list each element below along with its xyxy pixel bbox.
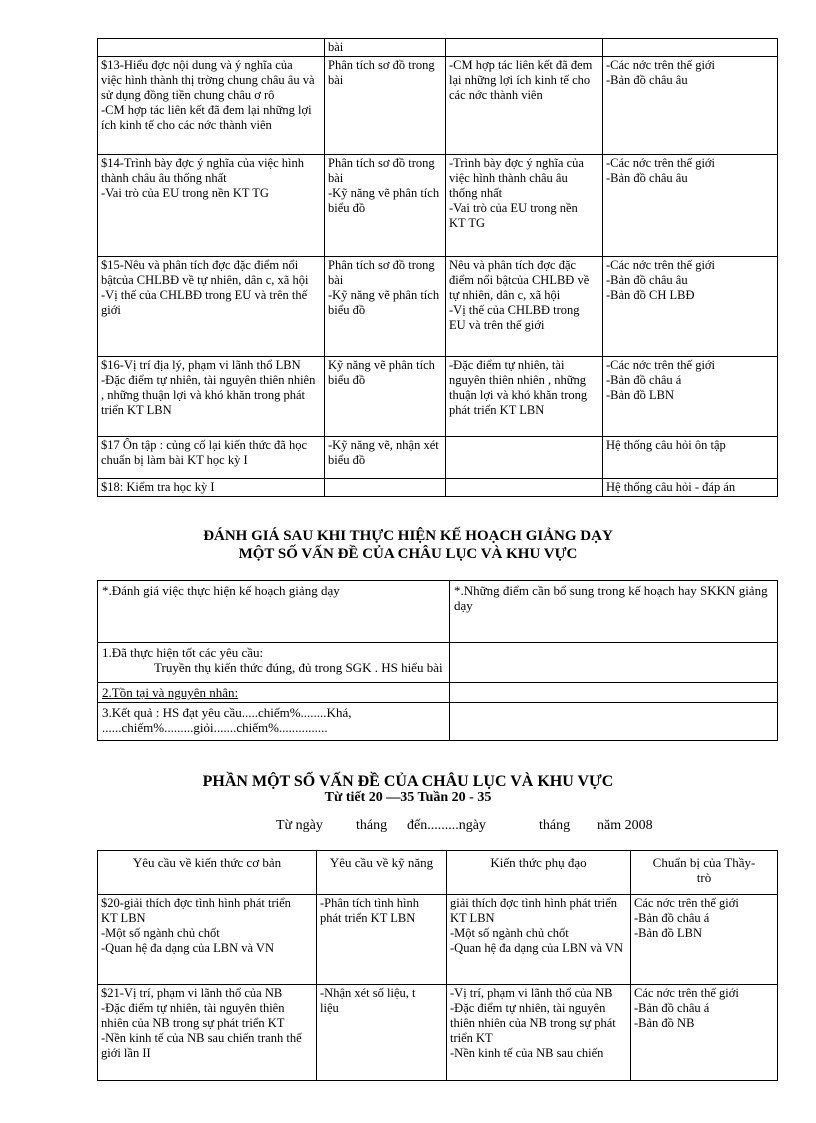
table-row [98,703,778,741]
knowledge-cell: $18: Kiểm tra học kỳ I [101,480,215,494]
eval-heading-line1: ĐÁNH GIÁ SAU KHI THỰC HIỆN KẾ HOẠCH GIẢNG DẠY [203,528,613,544]
table-row [98,985,778,1081]
table-row [98,357,778,437]
eval-heading-line2: MỘT SỐ VẤN ĐỀ CỦA CHÂU LỤC VÀ KHU VỰC [238,546,578,562]
eval-item3-line2: ......chiếm%.........giỏi.......chiếm%............... [102,720,328,735]
knowledge-cell: $15-Nêu và phân tích đợc đặc điểm nổi bậtcủa CHLBĐ về tự nhiên, dân c, xã hội -Vị thế của CHLBĐ trong EU và trên thế giới [101,258,309,317]
tutoring-cell: -CM hợp tác liên kết đã đem lại những lợi ích kinh tế cho các nớc thành viên [449,58,593,102]
header-preparation: Chuẩn bị của Thầy- trò [631,851,778,895]
section-subtitle: Từ tiết 20 —35 Tuần 20 - 35 [324,790,492,805]
evaluation-table [97,580,778,741]
eval-head-right: *.Những điểm cần bổ sung trong kế hoạch hay SKKN giảng dạy [454,583,768,613]
knowledge-cell: $20-giải thích đợc tình hình phát triển KT LBN -Một số ngành chủ chốt -Quan hệ đa dạng của LBN và VN [101,896,291,955]
eval-item3-line1: 3.Kết quả : HS đạt yêu cầu.....chiếm%........Khá, [102,705,352,720]
skill-cell: bài [328,40,344,54]
date-from: Từ ngày [276,818,323,833]
header-knowledge: Yêu cầu về kiến thức cơ bản [98,851,317,895]
preparation-cell: Các nớc trên thế giới -Bản đồ châu á -Bản đồ LBN [634,896,739,940]
tutoring-cell: -Đặc điểm tự nhiên, tài nguyên thiên nhiên , những thuận lợi và khó khăn trong phát triển KT LBN [449,358,588,417]
skill-cell: Phân tích sơ đồ trong bài [328,58,435,87]
skill-cell: Phân tích sơ đồ trong bài -Kỹ năng vẽ phân tích biểu đồ [328,258,440,317]
tutoring-cell: Nêu và phân tích đợc đặc điểm nổi bậtcủa CHLBĐ về tự nhiên, dân c, xã hội -Vị thế của CHLBĐ trong EU và trên thế giới [449,258,590,332]
table-row [98,257,778,357]
skill-cell: Kỹ năng vẽ phân tích biểu đồ [328,358,435,387]
skill-cell: -Nhận xét số liệu, t liệu [320,986,416,1015]
section-title: PHẦN MỘT SỐ VẤN ĐỀ CỦA CHÂU LỤC VÀ KHU VỰC [202,773,614,790]
knowledge-cell: $21-Vị trí, phạm vi lãnh thổ của NB -Đặc điểm tự nhiên, tài nguyên thiên nhiên của NB trong sự phát triển KT -Nền kinh tế của NB sau chiến tranh thế giới lần II [101,986,302,1060]
skill-cell: Phân tích sơ đồ trong bài -Kỹ năng vẽ phân tích biểu đồ [328,156,440,215]
header-skills: Yêu cầu về kỹ năng [317,851,447,895]
skill-cell: -Phân tích tình hình phát triển KT LBN [320,896,419,925]
skill-cell: -Kỹ năng vẽ, nhận xét biểu đồ [328,438,439,467]
knowledge-cell: $13-Hiểu đợc nội dung và ý nghĩa của việc hình thành thị trờng chung châu âu và sử dụng đồng tiền chung châu ơ rô -CM hợp tác liên kết đã đem lại những lợi ích kinh tế cho các nớc thành viên [101,58,315,132]
table-row [98,581,778,643]
date-year: năm 2008 [597,818,653,833]
header-tutoring: Kiến thức phụ đạo [447,851,631,895]
preparation-cell: -Các nớc trên thế giới -Bản đồ châu âu [606,156,716,185]
curriculum-table-top [97,38,778,497]
tutoring-cell: -Trình bày đợc ý nghĩa của việc hình thành châu âu thống nhất -Vai trò của EU trong nền KT TG [449,156,584,230]
table-header-row [98,851,778,895]
knowledge-cell: $17 Ôn tập : củng cố lại kiến thức đã học chuẩn bị làm bài KT học kỳ I [101,438,308,467]
table-row [98,895,778,985]
date-month1: tháng [356,818,388,833]
preparation-cell: Hệ thống câu hỏi - đáp án [606,480,736,494]
table-row [98,57,778,155]
eval-item2: 2.Tồn tại và nguyên nhân: [102,685,239,700]
preparation-cell: -Các nớc trên thế giới -Bản đồ châu âu [606,58,716,87]
preparation-cell: Hệ thống câu hỏi ôn tập [606,438,726,452]
eval-item1-detail: Truyền thụ kiến thức đúng, đủ trong SGK . HS hiểu bài [154,660,443,675]
date-to: đến.........ngày [407,818,486,833]
table-row [98,643,778,683]
eval-item1-title: 1.Đã thực hiện tốt các yêu cầu: [102,645,264,660]
table-row [98,39,778,57]
tutoring-cell: giải thích đợc tình hình phát triển KT LBN -Một số ngành chủ chốt -Quan hệ đa dạng của LBN và VN [450,896,623,955]
table-row [98,155,778,257]
preparation-cell: -Các nớc trên thế giới -Bản đồ châu á -Bản đồ LBN [606,358,716,402]
knowledge-cell: $16-Vị trí địa lý, phạm vi lãnh thổ LBN -Đặc điểm tự nhiên, tài nguyên thiên nhiên , những thuận lợi và khó khăn trong phát triển KT LBN [101,358,316,417]
preparation-cell: -Các nớc trên thế giới -Bản đồ châu âu -Bản đồ CH LBĐ [606,258,716,302]
eval-head-left: *.Đánh giá việc thực hiện kế hoạch giảng dạy [102,583,340,598]
curriculum-table-bottom [97,850,778,1081]
table-row [98,437,778,479]
date-month2: tháng [539,818,571,833]
table-row [98,479,778,497]
table-row [98,683,778,703]
tutoring-cell: -Vị trí, phạm vi lãnh thổ của NB -Đặc điểm tự nhiên, tài nguyên thiên nhiên của NB trong sự phát triển KT -Nền kinh tế của NB sau chiến [450,986,616,1060]
knowledge-cell: $14-Trình bày đợc ý nghĩa của việc hình thành châu âu thống nhất -Vai trò của EU trong nền KT TG [101,156,304,200]
preparation-cell: Các nớc trên thế giới -Bản đồ châu á -Bản đồ NB [634,986,739,1030]
